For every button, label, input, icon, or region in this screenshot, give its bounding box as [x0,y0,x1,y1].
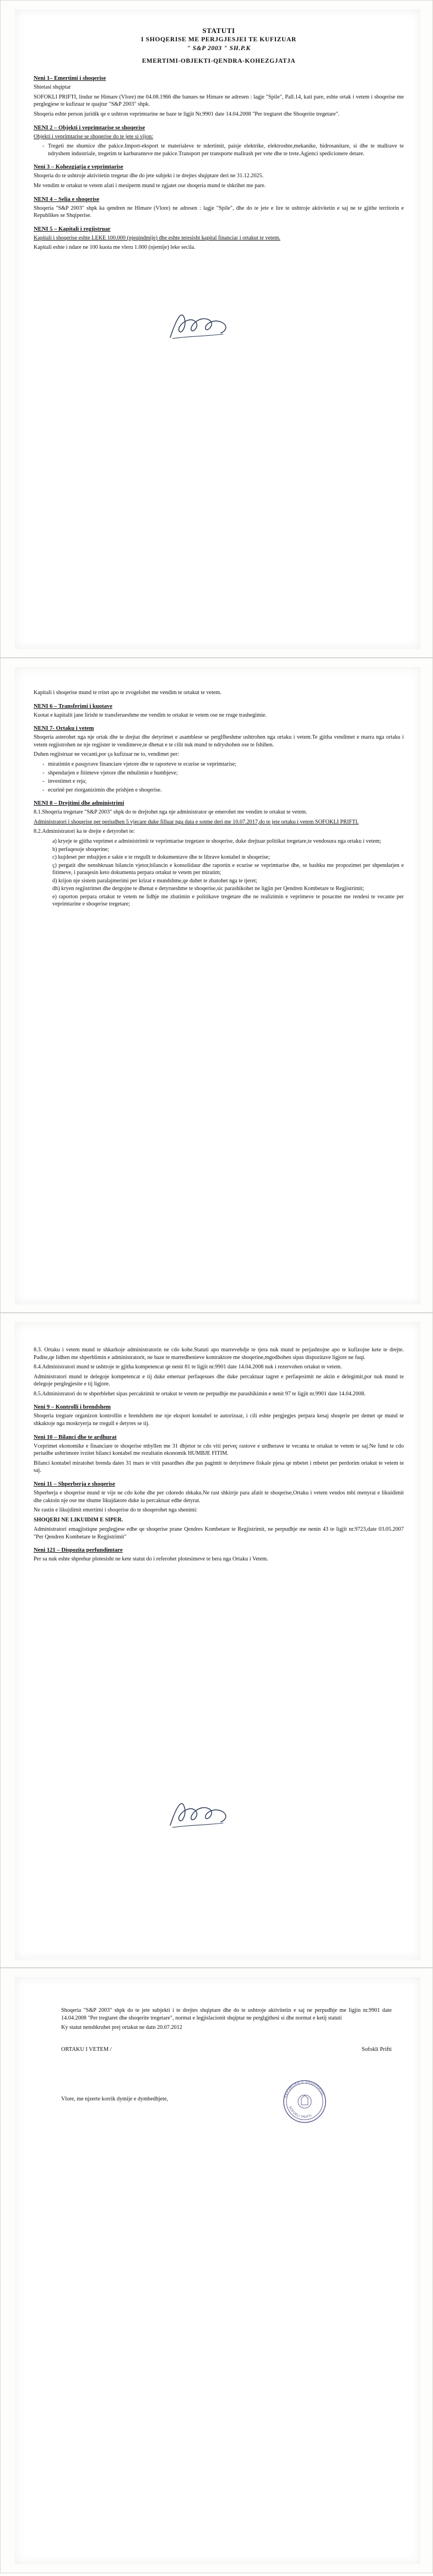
paragraph-perfundimtare: Per sa nuk eshte shprehur plotesisht ne kete statut do i referohet plotesimeve te bera nga Ortaku i Vetem. [34,1556,268,1563]
section-heading-neni-9: Neni 9 – Kontrolli i brendshem [34,1404,111,1411]
paragraph-ortaku-vetem: Shoqeria asterohet nga nje ortak dhe te drejtat dhe detyrimet e asamblese se perglfheshme ushtrohen nga ortaku i vetem.Te gjitha vendimet e marra nga ortaku i vetem regjistrohen ne nje regjister te vendimeve,te dhenat e te cilit nuk mund te ndryshohen ose te fshihen. [34,734,404,748]
signature-mark [166,309,232,342]
signer-name-label: Sofokli Prifti [361,2046,392,2053]
paragraph-bilanci-2: Bilanci kontabel miratohet brenda dates 31 mars te vitit pasardhes dhe pas pagimit te detyrimeve fiskale pjesa qe mbetet i mbetet per perdorim ortakut te vetem te saj. [34,1460,404,1474]
paragraph-objekti-intro: Objekti i veprimtarise se shoqerise do te jete si vijon: [34,133,154,140]
section-heading-neni-3: Neni 3 – Kohezgjatja e veprimtarise [34,164,123,171]
list-kompetencat [34,838,404,908]
page-1-content [34,26,404,254]
section-heading-neni-2: NENI 2 – Objekti i veprimtarise se shoqerise [34,124,145,131]
paragraph-kohezgjatja-1: Shoqeria do te ushtroje aktivitetin tregetar dhe do jete subjekt i te drejtes shqiptare deri ne 31.12.2025. [34,173,264,179]
page-4-content [61,2007,392,2105]
signature-mark [166,1798,232,1831]
scan-page-2 [0,658,433,1313]
paragraph-delegim: Administratori mund te delegoje kompetencat e tij duke emeruar perfaqesues dhe duke percaktuar tagret e perfaqesimit ne aktin e delegimit,por nuk mund te delegoje perglegjesite e tij ligjore. [34,1373,404,1388]
paragraph-selia: Shoqeria "S&P 2003" shpk ka qendren ne Himare (Vlore) ne adresen : lagje "Spile", dhe do te jete e lire te ushtroje aktivitetin e saj ne te gjithe territorin e Republikes se Shqiperise. [34,205,404,219]
list-item: dh) kryen regjistrimet dhe dergojne te dhenat e detyrueshme te shoqerise,sic parashikohet ne ligjin per Qendren Kombetare te Regjistrimit; [52,886,364,892]
paragraph-shperberja-1: Shperberja e shoqerise mund te vije ne cdo kohe dhe per cdoredo shkaku.Ne rast shkirrje para afatit te shoqerise,Ortaku i vetem vendos mbi menyrat e likuidimit dhe caktoin nje ose me shume likujdatore duke iu percaktuar edhe detyrat. [34,1489,404,1504]
paragraph-8-5: 8.5.Administratori do te shperblehet sipas percaktimit te ortakut te vetem ne perpudhje me parashikimin e nenit 97 te ligjit nr.9901 date 14.04.2008. [34,1390,366,1397]
section-heading-neni-4: NENI 4 – Selia e shoqerise [34,196,100,203]
paragraph-shtetasi: Shtetasi shqiptar [34,84,71,91]
paragraph-regjistruar-vecanti: Duhen regjistruar ne vecanti,por ça kufizuar ne to, vendimet per: [34,751,179,758]
list-vendimet [34,761,404,794]
paragraph-kapitali-2: Kapitali eshte i ndare ne 100 kuota me vleru 1.000 (njemije) leke secila. [34,244,196,251]
list-objekti [34,143,404,157]
paragraph-sofokli-prifti: SOFOKLI PRIFTI, lindur ne Himare (Vlore) me 04.08.1966 dhe banues ne Himare ne adresen : lagje "Spile", Pall.14, kati pare, eshte ortak i vetem i shoqerise me perglegjese te kufizuar te quajtur "S&P 2003" shpk. [34,94,404,108]
list-item: - shpendarjen e fitimeve vjetore dhe mbulimin e humbjeve; [42,769,404,777]
paragraph-kohezgjatja-2: Me vendim te ortakut te vetem afati i mesiperm mund te zgjatet ose shoqeria mund te shkrihet me pare. [34,182,266,189]
signer-role-label: ORTAKU I VETEM / [61,2046,112,2053]
document-title-line-3: " S&P 2003 " SH.P.K [187,44,251,52]
paragraph-kapitali-1: Kapitali i shoqerise eshte LEKE 100.000 (njeqindmije) dhe eshte teresisht kapital financiar i ortakut te vetem. [34,234,280,241]
paragraph-kontrolli: Shoqeria tregtare organizon kontrollin e brendshem me nje eksport kontabel te autorizuar, i cili eshte pergjegjes perpara kesaj shoqerie per demet qe mund te shkaktoje nga moskryerja ne rregull e detyres se tij. [34,1413,404,1427]
list-item: c) kujdeset per mbajtjen e sakte e te rregullt te dokumentave dhe te librave kontabel te shoqerise; [52,854,270,861]
official-stamp [279,2076,330,2127]
list-item: ç) pergatit dhe nenshkruan bilancin vjetor,bilancin e konsolidaur dhe raportin e ecurise se veprimtarise dhe, se bashku me propozimet per shpendarjen e fitimeve, i paraqesin keto dokumenta perpara ortakut te vetem per miratim; [52,862,404,876]
section-heading-neni-6: NENI 6 – Transferimi i kuotave [34,703,112,710]
document-title-line-1: STATUTI [202,26,235,35]
list-item: e) raporton perpara ortakut te vetem ne lidhje me zbatimin e politikave tregetare dhe ne realizimin e veprimeve te posacme me rendesi te vecante per veprimtarine e shoqerise tregetare; [52,893,404,908]
list-item: a) kryeje te gjitha veprimet e administrimit te veprimtarise tregetare te shoqerise, duke drejtuar politikat tregetare,te vendosura nga ortaku i vetem; [52,838,381,844]
list-item: - Tregeti me shumice dhe pakice.Import-eksport te materialeve te ndertimit, paisje elektrike, elektroshte,mekanike, hidrosanitare, si dhe te mallrave te ndryshem industriale, tregetim te karburanteve me pakice.Transport per transporte mallrash per vete dhe te trete.Agjenci spedicionere detare. [42,143,404,157]
scan-page-1 [0,0,433,658]
document-title-line-2: I SHOQERISE ME PERJGJESJEI TE KUFIZUAR [141,36,296,43]
scan-page-4 [0,1968,433,2573]
list-item: d) krijon nje sistem paralajmerimi per krizat e mundshme,qe duhet te zbatohet nga te tjeret; [52,877,257,884]
section-heading-neni-121: Neni 121 – Dispozita perfundimtare [34,1547,123,1554]
page-3-content [34,1346,404,1565]
section-heading-neni-8: NENI 8 – Drejtimi dhe administrimi [34,800,125,807]
list-item: - miratimin e pasqyrave financiare vjetore dhe te raporteve te ecurise se veprimtarise; [42,761,404,768]
paragraph-subjekt-ligji: Shoqeria "S&P 2003" shpk do te jete subjekti i te drejtes shqiptare dhe do te ushtroje aktivitetin e saj ne perpudhje me ligjin nr.9901 date 14.04.2008 "Per tregtaret dhe shoqerite tregetare", normat e legjislacionit shqiptar ne perglgjthesi si dhe normat e ketij statuti [61,2007,392,2021]
paragraph-8-2: 8.2.Administratori ka te drejte e detyrohet te: [34,828,135,835]
paragraph-place-date: Vlore, me njzerte korrik dymije e dymbedhjete, [61,2095,169,2102]
paragraph-nenshkrim-date: Ky statut nenshkruhet prej ortakut ne datn 20.07.2012 [61,2024,182,2031]
paragraph-likuidim-note: SHOQERI NE LIKUIDIM E SIPER. [34,1516,123,1523]
section-heading-neni-11: Neni 11 – Shperberja e shoqerise [34,1481,116,1487]
paragraph-8-1: 8.1.Shoqeria tregetare "S&P 2003" shpk do te drejtohet nga nje administrator qe emerohet me vendim te ortakut te vetem. [34,809,307,816]
list-item: - ecurinë per riorganizimin dhe prishjen e shoqerise. [42,787,404,794]
section-heading-neni-1: Neni 1– Emertimi i shoqerise [34,75,106,82]
paragraph-administratori-periudha: Administratori i shoqerise per periudhen 5 vjecare duke filluar nga data e sotme deri me 10.07.2017,do te jete ortaku i vetem SOFOKLI PRIFTI. [34,818,359,825]
section-heading-neni-5: NENI 5 – Kapitali i regjistruar [34,226,111,232]
list-item: b) perfaqesoje shoqerine; [52,846,109,853]
document-title-line-4: EMERTIMI-OBJEKTI-QENDRA-KOHEZGJATJA [142,58,296,65]
svg-text:REPUBLIKA E SHQIPERISE: REPUBLIKA E SHQIPERISE [283,2080,326,2099]
signature-row [61,2046,392,2054]
paragraph-transferimi: Kuotat e kapitalit jane lirisht te transferueshme me vendim te ortakut te vetem ose ne rruge trashegimie. [34,712,267,718]
paragraph-person-juridik: Shoqeria eshte person juridik qe e ushtron veprimtarine ne baze te ligjit Nr.9901 date 14.04.2008 "Per tregtaret dhe Shoqerite tregetare". [34,111,340,118]
paragraph-qkr: Administratori emagjistiqne perglegjese edhe qe shoqerise prane Qendres Kombetare te Regjistrimit, ne perpudhje me nenin 43 te ligjit nr.9723,date 03.05.2007 "Per Qendren Kombetare te Regjistrimit" [34,1526,404,1540]
scan-page-3 [0,1313,433,1968]
section-heading-neni-7: NENI 7- Ortaku i vetem [34,725,94,732]
list-item: - investimet e reja; [42,778,404,785]
paragraph-bilanci-1: Vceprimet ekonomike e financiare te shoqerise mbyllen me 31 dhjetor te cdo viti perveç rastove e urdherave te vecanta te ortakut te vetem te saj.Ne fund te cdo periudhe ushtrimore ivzitet bilanci kontabel me rezultatin ekonomik HUMBJE FITIM. [34,1443,404,1457]
paragraph-8-4: 8.4.Administratori mund te ushtroje te gjitha kompetencat qe nenit 81 te ligjit nr.9901 date 14.04.2008 nuk i rezervohen ortakut te vetem. [34,1364,342,1371]
svg-text:SOFOKLI PRIFTI: SOFOKLI PRIFTI [288,2105,313,2120]
paragraph-shperberja-2: Ne rastin e likujdimit emertimi i shoqerise do te shoqerohet nga shenimi: [34,1507,198,1514]
paragraph-kapitali-rritje: Kapitali i shoqerise mund te rritet apo te zvogelohet me vendim te ortakut te vetem. [34,690,221,696]
paragraph-8-3: 8.3. Ortaku i vetem mund te shkarkoje administratorin ne cdo kohe.Statuti apo marrevehdje te tjera nuk mund te perjashtojne apo te kufizojne kete te drejte. Padite,qe lidhen me shperblimin e administratorit, ne baze te marredhenieve kontraktore me shoqerine,mgodhohen sipas dispozitave ligjore ne fuqi. [34,1347,404,1361]
section-heading-neni-10: Neni 10 – Bilanci dhe te ardhurat [34,1434,117,1440]
page-2-content [34,689,404,910]
